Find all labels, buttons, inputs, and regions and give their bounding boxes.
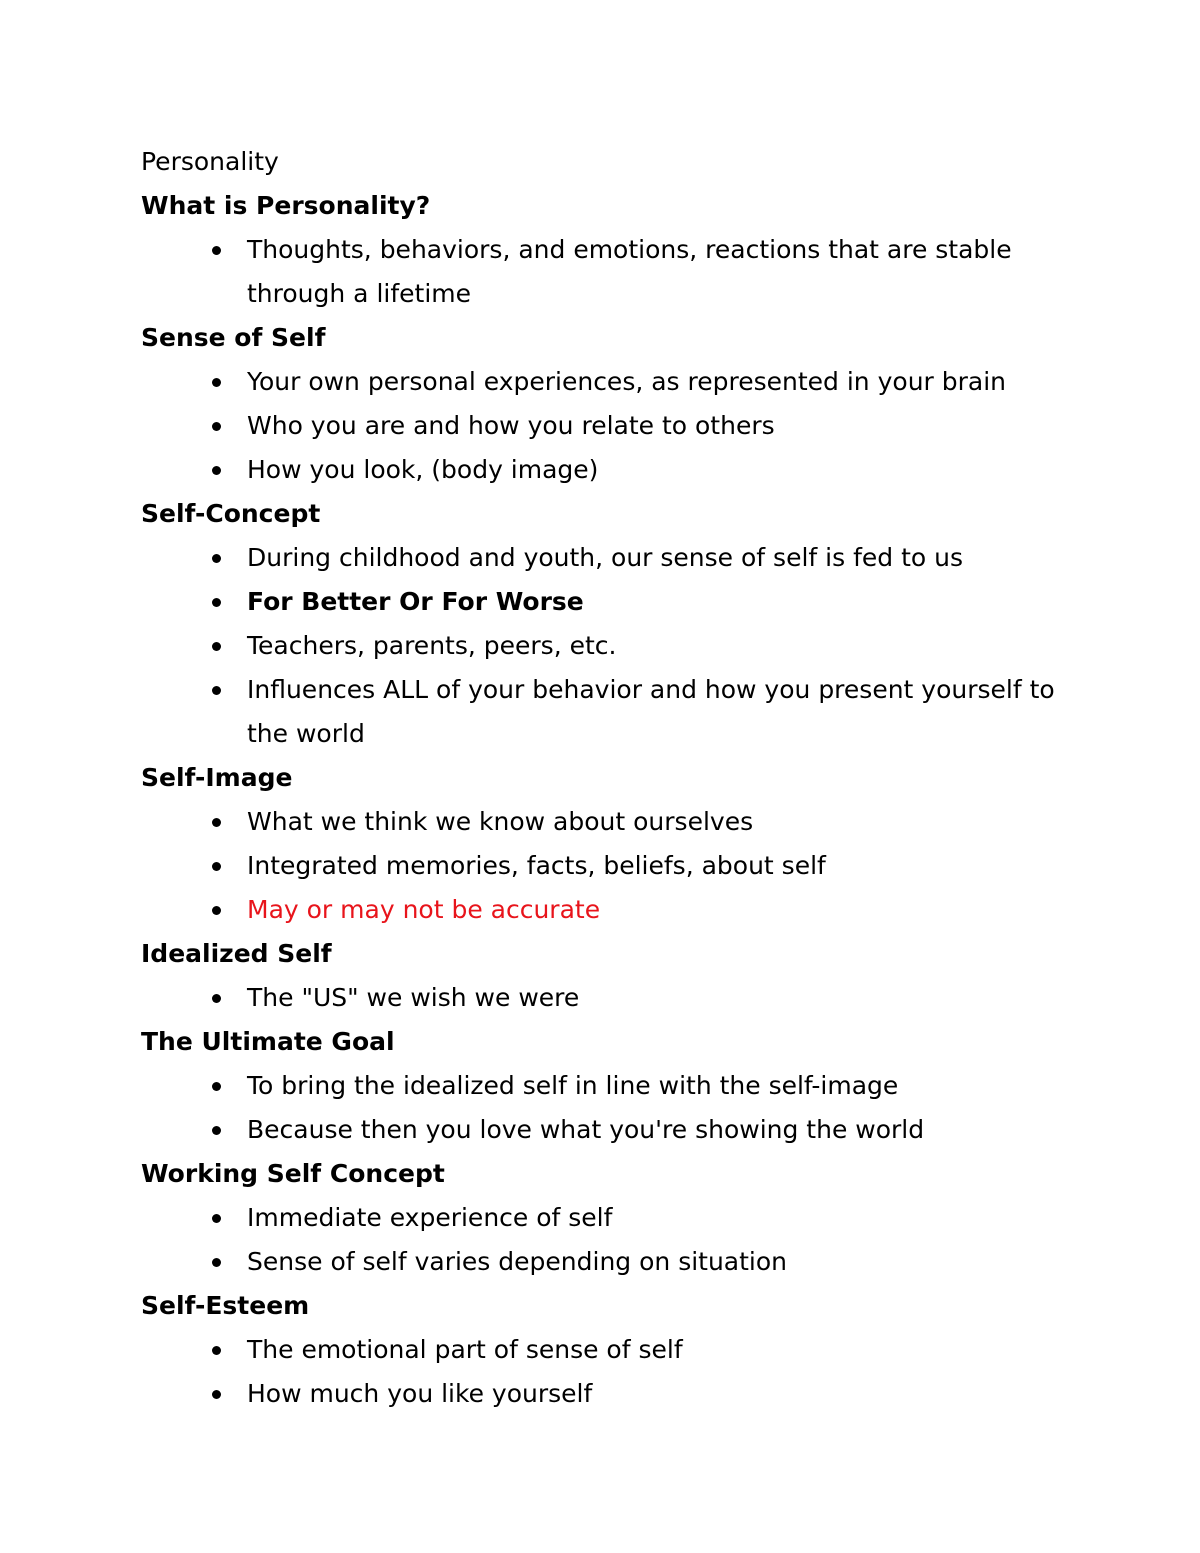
- bullet-text: Your own personal experiences, as represented in your brain: [247, 367, 1007, 396]
- document-title: Personality: [141, 147, 279, 176]
- bullet-list: [141, 360, 1101, 492]
- bullet-item: [141, 800, 1067, 844]
- bullet-list: [141, 228, 1101, 316]
- bullet-icon: [212, 1346, 221, 1355]
- bullet-item: [141, 624, 1067, 668]
- bullet-item: [141, 976, 1067, 1020]
- section-ultimate-goal: [141, 1020, 1101, 1152]
- section-sense-of-self: [141, 316, 1101, 492]
- bullet-text: During childhood and youth, our sense of self is fed to us: [247, 543, 963, 572]
- bullet-icon: [212, 1214, 221, 1223]
- section-heading: What is Personality?: [141, 191, 431, 220]
- bullet-text: What we think we know about ourselves: [247, 807, 754, 836]
- section-working-self-concept: [141, 1152, 1101, 1284]
- bullet-item: [141, 228, 1067, 316]
- section-self-image: [141, 756, 1101, 932]
- bullet-icon: [212, 994, 221, 1003]
- bullet-item: [141, 1372, 1067, 1416]
- section-heading: Self-Concept: [141, 499, 321, 528]
- bullet-icon: [212, 598, 221, 607]
- bullet-text: Sense of self varies depending on situation: [247, 1247, 788, 1276]
- section-heading: Sense of Self: [141, 323, 326, 352]
- bullet-text: Thoughts, behaviors, and emotions, reactions that are stable through a lifetime: [247, 235, 1012, 308]
- bullet-icon: [212, 554, 221, 563]
- document-page: [141, 140, 1101, 1416]
- bullet-list: [141, 1196, 1101, 1284]
- bullet-list: [141, 976, 1101, 1020]
- bullet-item: [141, 404, 1067, 448]
- bullet-text: How you look, (body image): [247, 455, 599, 484]
- bullet-text-bold: For Better Or For Worse: [247, 587, 584, 616]
- section-heading: Self-Image: [141, 763, 293, 792]
- bullet-icon: [212, 466, 221, 475]
- bullet-text: Who you are and how you relate to others: [247, 411, 775, 440]
- bullet-item: [141, 1064, 1067, 1108]
- bullet-icon: [212, 1082, 221, 1091]
- bullet-item: [141, 668, 1067, 756]
- bullet-text: Teachers, parents, peers, etc.: [247, 631, 617, 660]
- bullet-text: Integrated memories, facts, beliefs, about self: [247, 851, 826, 880]
- bullet-text: Immediate experience of self: [247, 1203, 613, 1232]
- bullet-icon: [212, 378, 221, 387]
- bullet-icon: [212, 642, 221, 651]
- bullet-text: The "US" we wish we were: [247, 983, 580, 1012]
- bullet-item: [141, 536, 1067, 580]
- bullet-item: [141, 1328, 1067, 1372]
- bullet-item: [141, 844, 1067, 888]
- section-idealized-self: [141, 932, 1101, 1020]
- section-heading: The Ultimate Goal: [141, 1027, 395, 1056]
- bullet-text: Influences ALL of your behavior and how you present yourself to the world: [247, 675, 1055, 748]
- bullet-icon: [212, 1390, 221, 1399]
- bullet-text: How much you like yourself: [247, 1379, 593, 1408]
- bullet-icon: [212, 246, 221, 255]
- bullet-text: Because then you love what you're showing the world: [247, 1115, 925, 1144]
- bullet-item: [141, 448, 1067, 492]
- bullet-icon: [212, 1258, 221, 1267]
- bullet-icon: [212, 1126, 221, 1135]
- section-heading: Working Self Concept: [141, 1159, 445, 1188]
- bullet-icon: [212, 422, 221, 431]
- bullet-icon: [212, 818, 221, 827]
- section-what-is-personality: [141, 184, 1101, 316]
- bullet-item: [141, 360, 1067, 404]
- bullet-item: [141, 1240, 1067, 1284]
- section-self-concept: [141, 492, 1101, 756]
- bullet-item: [141, 1108, 1067, 1152]
- section-heading: Idealized Self: [141, 939, 332, 968]
- section-self-esteem: [141, 1284, 1101, 1416]
- bullet-list: [141, 1064, 1101, 1152]
- bullet-text: To bring the idealized self in line with the self-image: [247, 1071, 899, 1100]
- bullet-item: [141, 888, 1067, 932]
- bullet-icon: [212, 906, 221, 915]
- bullet-text-red: May or may not be accurate: [247, 895, 601, 924]
- bullet-list: [141, 536, 1101, 756]
- bullet-item: [141, 1196, 1067, 1240]
- bullet-list: [141, 800, 1101, 932]
- bullet-icon: [212, 862, 221, 871]
- bullet-text: The emotional part of sense of self: [247, 1335, 683, 1364]
- bullet-icon: [212, 686, 221, 695]
- bullet-list: [141, 1328, 1101, 1416]
- section-heading: Self-Esteem: [141, 1291, 310, 1320]
- bullet-item: [141, 580, 1067, 624]
